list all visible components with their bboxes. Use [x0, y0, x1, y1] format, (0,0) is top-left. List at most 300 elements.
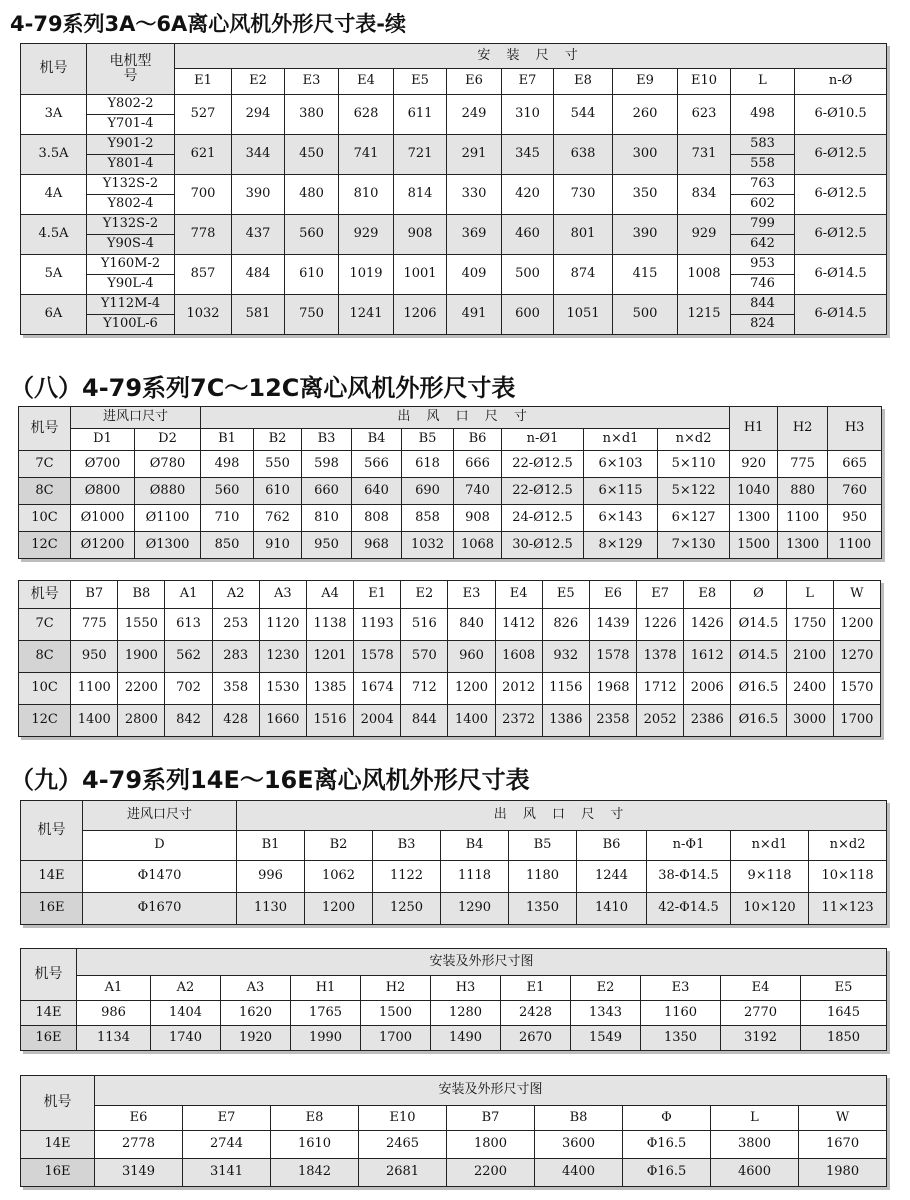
table-cell: 908	[454, 505, 502, 532]
motor-model: Y160M-2	[87, 255, 175, 275]
table-row	[21, 893, 887, 925]
table-cell: 1990	[291, 1026, 361, 1051]
table-cell: Ø1200	[71, 532, 135, 559]
table-7c-12c-install	[18, 580, 881, 737]
motor-model: Y801-4	[87, 155, 175, 175]
column-header: A3	[221, 976, 291, 1001]
table-cell: 611	[394, 95, 447, 135]
table-cell: 544	[554, 95, 613, 135]
table-cell: 345	[502, 135, 554, 175]
table-row	[21, 295, 887, 315]
column-header: E2	[401, 581, 448, 609]
table-cell: 1530	[259, 673, 306, 705]
table-cell: Ø700	[71, 451, 135, 478]
column-header: B2	[305, 831, 373, 861]
motor-model: Y132S-2	[87, 175, 175, 195]
table-cell: 808	[352, 505, 402, 532]
column-header: E4	[495, 581, 542, 609]
column-header: B1	[237, 831, 305, 861]
table-cell: 2200	[118, 673, 165, 705]
table-cell: 460	[502, 215, 554, 255]
column-header: D	[83, 831, 237, 861]
table-cell: 380	[285, 95, 339, 135]
column-header: E7	[183, 1106, 271, 1131]
table-cell: 253	[212, 609, 259, 641]
column-header: B5	[402, 429, 454, 451]
column-header: E4	[721, 976, 801, 1001]
model-number: 3A	[21, 95, 87, 135]
column-header: E8	[271, 1106, 359, 1131]
motor-model: Y112M-4	[87, 295, 175, 315]
table-cell: Ø1000	[71, 505, 135, 532]
table-cell: 358	[212, 673, 259, 705]
column-header: E6	[447, 69, 502, 95]
table-cell: 775	[71, 609, 118, 641]
table-14e-16e-install-1	[20, 948, 887, 1051]
table-cell: 2778	[95, 1131, 183, 1159]
table-cell: 1850	[801, 1026, 887, 1051]
table-cell: 249	[447, 95, 502, 135]
table-cell: 450	[285, 135, 339, 175]
model-number: 12C	[19, 705, 71, 737]
column-header: E6	[589, 581, 636, 609]
model-number: 12C	[19, 532, 71, 559]
header-row	[21, 1076, 887, 1106]
table-cell: 6-Ø12.5	[795, 175, 887, 215]
motor-model: Y802-4	[87, 195, 175, 215]
table-cell: 690	[402, 478, 454, 505]
column-header: E8	[554, 69, 613, 95]
table-cell: 1410	[577, 893, 647, 925]
table-cell: 665	[828, 451, 882, 478]
table-cell: 775	[778, 451, 828, 478]
column-header: Ø	[731, 581, 786, 609]
table-cell: 6×103	[584, 451, 658, 478]
table-cell: Ø1300	[135, 532, 201, 559]
table-cell: 558	[731, 155, 795, 175]
table-cell: 960	[448, 641, 495, 673]
column-header: E4	[339, 69, 394, 95]
table-cell: 2681	[359, 1159, 447, 1187]
table-cell: 344	[232, 135, 285, 175]
table-cell: 1270	[833, 641, 880, 673]
table-cell: 1250	[373, 893, 441, 925]
table-cell: 310	[502, 95, 554, 135]
table-cell: 858	[402, 505, 454, 532]
table-cell: 4600	[711, 1159, 799, 1187]
column-header: E5	[394, 69, 447, 95]
table-cell: 1610	[271, 1131, 359, 1159]
table-cell: 826	[542, 609, 589, 641]
column-header: B8	[118, 581, 165, 609]
column-header: E1	[175, 69, 232, 95]
header-cell: 进风口尺寸	[83, 801, 237, 831]
column-header: E2	[571, 976, 641, 1001]
table-cell: 3800	[711, 1131, 799, 1159]
table-cell: 1578	[354, 641, 401, 673]
table-cell: 908	[394, 215, 447, 255]
header-row	[19, 581, 881, 609]
table-cell: 6×115	[584, 478, 658, 505]
table-cell: 1412	[495, 609, 542, 641]
table-cell: 1300	[778, 532, 828, 559]
table-cell: 1068	[454, 532, 502, 559]
column-header: L	[786, 581, 833, 609]
table-cell: 390	[613, 215, 678, 255]
header-cell: 电机型号	[87, 44, 175, 95]
table-cell: 484	[232, 255, 285, 295]
table-cell: 2386	[684, 705, 731, 737]
table-cell: 3192	[721, 1026, 801, 1051]
table-cell: 1244	[577, 861, 647, 893]
table-cell: 369	[447, 215, 502, 255]
column-header: E3	[285, 69, 339, 95]
table-cell: 527	[175, 95, 232, 135]
column-header: n×d1	[731, 831, 809, 861]
table-cell: 623	[678, 95, 731, 135]
column-header: B7	[447, 1106, 535, 1131]
table-cell: 570	[401, 641, 448, 673]
table-cell: 498	[731, 95, 795, 135]
table-cell: 628	[339, 95, 394, 135]
header-cell: 进风口尺寸	[71, 407, 201, 429]
table-cell: 1350	[641, 1026, 721, 1051]
table-cell: 1700	[361, 1026, 431, 1051]
table-cell: 814	[394, 175, 447, 215]
table-cell: 1968	[589, 673, 636, 705]
table-cell: 2428	[501, 1001, 571, 1026]
column-header: H1	[291, 976, 361, 1001]
table-cell: 778	[175, 215, 232, 255]
column-header: B7	[71, 581, 118, 609]
table-cell: 1378	[637, 641, 684, 673]
column-header: E1	[354, 581, 401, 609]
table-cell: 1138	[306, 609, 353, 641]
table-cell: 583	[731, 135, 795, 155]
table-cell: 2004	[354, 705, 401, 737]
column-header: L	[731, 69, 795, 95]
table-cell: 618	[402, 451, 454, 478]
column-header: A2	[212, 581, 259, 609]
table-cell: 844	[731, 295, 795, 315]
column-header: B4	[441, 831, 509, 861]
table-cell: 950	[71, 641, 118, 673]
table-cell: 2744	[183, 1131, 271, 1159]
motor-model: Y100L-6	[87, 315, 175, 335]
table-cell: Ø16.5	[731, 673, 786, 705]
table-cell: 1578	[589, 641, 636, 673]
column-header: D1	[71, 429, 135, 451]
column-header: E2	[232, 69, 285, 95]
table-cell: 516	[401, 609, 448, 641]
table-cell: 1674	[354, 673, 401, 705]
table-cell: 721	[394, 135, 447, 175]
column-header: H2	[778, 407, 828, 451]
table-cell: 1612	[684, 641, 731, 673]
motor-model: Y802-2	[87, 95, 175, 115]
model-number: 16E	[21, 1026, 77, 1051]
table-cell: 38-Φ14.5	[647, 861, 731, 893]
model-number: 7C	[19, 609, 71, 641]
table-cell: 1019	[339, 255, 394, 295]
table-row	[19, 609, 881, 641]
header-row	[21, 44, 887, 69]
column-header: E5	[542, 581, 589, 609]
table-cell: 1201	[306, 641, 353, 673]
table-cell: 3149	[95, 1159, 183, 1187]
table-cell: 1490	[431, 1026, 501, 1051]
table-cell: 22-Ø12.5	[502, 451, 584, 478]
table-cell: 712	[401, 673, 448, 705]
column-header: E7	[502, 69, 554, 95]
header-row	[21, 949, 887, 976]
table-cell: 1660	[259, 705, 306, 737]
table-cell: 330	[447, 175, 502, 215]
table-cell: 1032	[175, 295, 232, 335]
table-row	[21, 1131, 887, 1159]
table-cell: 602	[731, 195, 795, 215]
table-cell: 2400	[786, 673, 833, 705]
table-cell: 1280	[431, 1001, 501, 1026]
table-cell: 4400	[535, 1159, 623, 1187]
table-cell: 598	[302, 451, 352, 478]
table-cell: 1200	[305, 893, 373, 925]
table-cell: 1608	[495, 641, 542, 673]
header-cell: 安 装 尺 寸	[175, 44, 887, 69]
table-cell: 1180	[509, 861, 577, 893]
table-14e-16e-outlet	[20, 800, 887, 925]
column-header: B8	[535, 1106, 623, 1131]
column-header: A1	[77, 976, 151, 1001]
column-header: B4	[352, 429, 402, 451]
table-cell: 5×110	[658, 451, 730, 478]
column-header: E3	[641, 976, 721, 1001]
table-3a-6a-dimensions	[20, 43, 887, 335]
column-header: E7	[637, 581, 684, 609]
table-cell: 810	[339, 175, 394, 215]
table-cell: 550	[254, 451, 302, 478]
table-row	[19, 478, 882, 505]
column-header: n-Φ1	[647, 831, 731, 861]
table-cell: 810	[302, 505, 352, 532]
section-title-14e-16e: （九）4-79系列14E～16E离心风机外形尺寸表	[10, 766, 530, 794]
column-header: 机号	[19, 581, 71, 609]
table-row	[21, 255, 887, 275]
table-cell: 6-Ø14.5	[795, 255, 887, 295]
column-header: A3	[259, 581, 306, 609]
table-cell: 294	[232, 95, 285, 135]
model-number: 8C	[19, 641, 71, 673]
table-row	[19, 451, 882, 478]
table-cell: 1200	[448, 673, 495, 705]
model-number: 3.5A	[21, 135, 87, 175]
table-cell: 762	[254, 505, 302, 532]
table-cell: 640	[352, 478, 402, 505]
table-cell: 1193	[354, 609, 401, 641]
section-title-3a-6a: 4-79系列3A～6A离心风机外形尺寸表-续	[10, 12, 406, 36]
table-cell: 2800	[118, 705, 165, 737]
column-header: Φ	[623, 1106, 711, 1131]
header-cell: 机号	[21, 801, 83, 861]
table-cell: 415	[613, 255, 678, 295]
table-cell: 350	[613, 175, 678, 215]
table-cell: 1206	[394, 295, 447, 335]
table-cell: 409	[447, 255, 502, 295]
column-header: E3	[448, 581, 495, 609]
table-cell: 1670	[799, 1131, 887, 1159]
table-cell: 1300	[730, 505, 778, 532]
motor-model: Y701-4	[87, 115, 175, 135]
table-cell: 1385	[306, 673, 353, 705]
column-header: A4	[306, 581, 353, 609]
table-cell: 2670	[501, 1026, 571, 1051]
column-header: n-Ø	[795, 69, 887, 95]
table-cell: 1700	[833, 705, 880, 737]
table-7c-12c-outlet	[18, 406, 882, 559]
table-cell: 560	[201, 478, 254, 505]
table-cell: Ø880	[135, 478, 201, 505]
table-cell: 702	[165, 673, 212, 705]
table-cell: 5×122	[658, 478, 730, 505]
table-cell: Ø14.5	[731, 641, 786, 673]
table-row	[19, 705, 881, 737]
table-cell: 1160	[641, 1001, 721, 1026]
model-number: 7C	[19, 451, 71, 478]
table-cell: 1712	[637, 673, 684, 705]
table-cell: 1226	[637, 609, 684, 641]
column-header: n×d1	[584, 429, 658, 451]
table-cell: 8×129	[584, 532, 658, 559]
table-cell: 6-Ø14.5	[795, 295, 887, 335]
table-cell: 1980	[799, 1159, 887, 1187]
table-cell: Φ1470	[83, 861, 237, 893]
table-cell: 824	[731, 315, 795, 335]
table-cell: 950	[828, 505, 882, 532]
table-cell: 2770	[721, 1001, 801, 1026]
table-cell: 11×123	[809, 893, 887, 925]
motor-model: Y90S-4	[87, 235, 175, 255]
section-title-7c-12c: （八）4-79系列7C～12C离心风机外形尺寸表	[10, 374, 516, 402]
model-number: 14E	[21, 861, 83, 893]
table-row	[21, 1001, 887, 1026]
table-cell: 638	[554, 135, 613, 175]
table-cell: 920	[730, 451, 778, 478]
table-cell: 750	[285, 295, 339, 335]
table-cell: 24-Ø12.5	[502, 505, 584, 532]
table-cell: Ø800	[71, 478, 135, 505]
table-cell: Ø780	[135, 451, 201, 478]
table-cell: 621	[175, 135, 232, 175]
table-cell: 844	[401, 705, 448, 737]
model-number: 8C	[19, 478, 71, 505]
column-header: E5	[801, 976, 887, 1001]
table-cell: 1400	[448, 705, 495, 737]
table-cell: 6-Ø12.5	[795, 215, 887, 255]
column-header: L	[711, 1106, 799, 1131]
header-row	[21, 831, 887, 861]
table-cell: 731	[678, 135, 731, 175]
column-header: E10	[678, 69, 731, 95]
model-number: 5A	[21, 255, 87, 295]
header-cell: 机号	[19, 407, 71, 451]
table-cell: 10×118	[809, 861, 887, 893]
table-cell: 1620	[221, 1001, 291, 1026]
table-cell: 566	[352, 451, 402, 478]
table-cell: 700	[175, 175, 232, 215]
table-row	[21, 1026, 887, 1051]
table-cell: 3141	[183, 1159, 271, 1187]
model-number: 4.5A	[21, 215, 87, 255]
table-cell: 498	[201, 451, 254, 478]
table-cell: Ø1100	[135, 505, 201, 532]
table-cell: 730	[554, 175, 613, 215]
table-cell: 1230	[259, 641, 306, 673]
table-row	[19, 505, 882, 532]
table-cell: 741	[339, 135, 394, 175]
column-header: E10	[359, 1106, 447, 1131]
table-cell: 660	[302, 478, 352, 505]
table-cell: 1550	[118, 609, 165, 641]
table-cell: 1516	[306, 705, 353, 737]
table-row	[21, 175, 887, 195]
column-header: B3	[373, 831, 441, 861]
table-cell: 740	[454, 478, 502, 505]
column-header: n×d2	[658, 429, 730, 451]
header-cell: 出 风 口 尺 寸	[201, 407, 730, 429]
table-cell: 929	[678, 215, 731, 255]
table-cell: 642	[731, 235, 795, 255]
table-cell: 10×120	[731, 893, 809, 925]
column-header: W	[799, 1106, 887, 1131]
column-header: D2	[135, 429, 201, 451]
table-cell: 1765	[291, 1001, 361, 1026]
column-header: E1	[501, 976, 571, 1001]
table-cell: 260	[613, 95, 678, 135]
table-cell: 710	[201, 505, 254, 532]
table-cell: 1920	[221, 1026, 291, 1051]
table-row	[21, 135, 887, 155]
column-header: A1	[165, 581, 212, 609]
table-cell: 1842	[271, 1159, 359, 1187]
table-cell: 1134	[77, 1026, 151, 1051]
table-cell: 840	[448, 609, 495, 641]
table-cell: 2012	[495, 673, 542, 705]
table-cell: 799	[731, 215, 795, 235]
table-cell: 1750	[786, 609, 833, 641]
table-cell: 834	[678, 175, 731, 215]
table-row	[19, 673, 881, 705]
column-header: H1	[730, 407, 778, 451]
header-cell: 安装及外形尺寸图	[95, 1076, 887, 1106]
table-cell: 1001	[394, 255, 447, 295]
table-cell: 1426	[684, 609, 731, 641]
model-number: 16E	[21, 1159, 95, 1187]
table-cell: Φ1670	[83, 893, 237, 925]
table-cell: 1404	[151, 1001, 221, 1026]
column-header: B6	[454, 429, 502, 451]
column-header: B1	[201, 429, 254, 451]
table-cell: 1500	[730, 532, 778, 559]
column-header: W	[833, 581, 880, 609]
table-cell: 1100	[828, 532, 882, 559]
table-cell: 562	[165, 641, 212, 673]
table-cell: 1122	[373, 861, 441, 893]
table-cell: 1032	[402, 532, 454, 559]
table-cell: 1343	[571, 1001, 641, 1026]
header-row	[21, 976, 887, 1001]
table-cell: 428	[212, 705, 259, 737]
header-cell: 机号	[21, 44, 87, 95]
